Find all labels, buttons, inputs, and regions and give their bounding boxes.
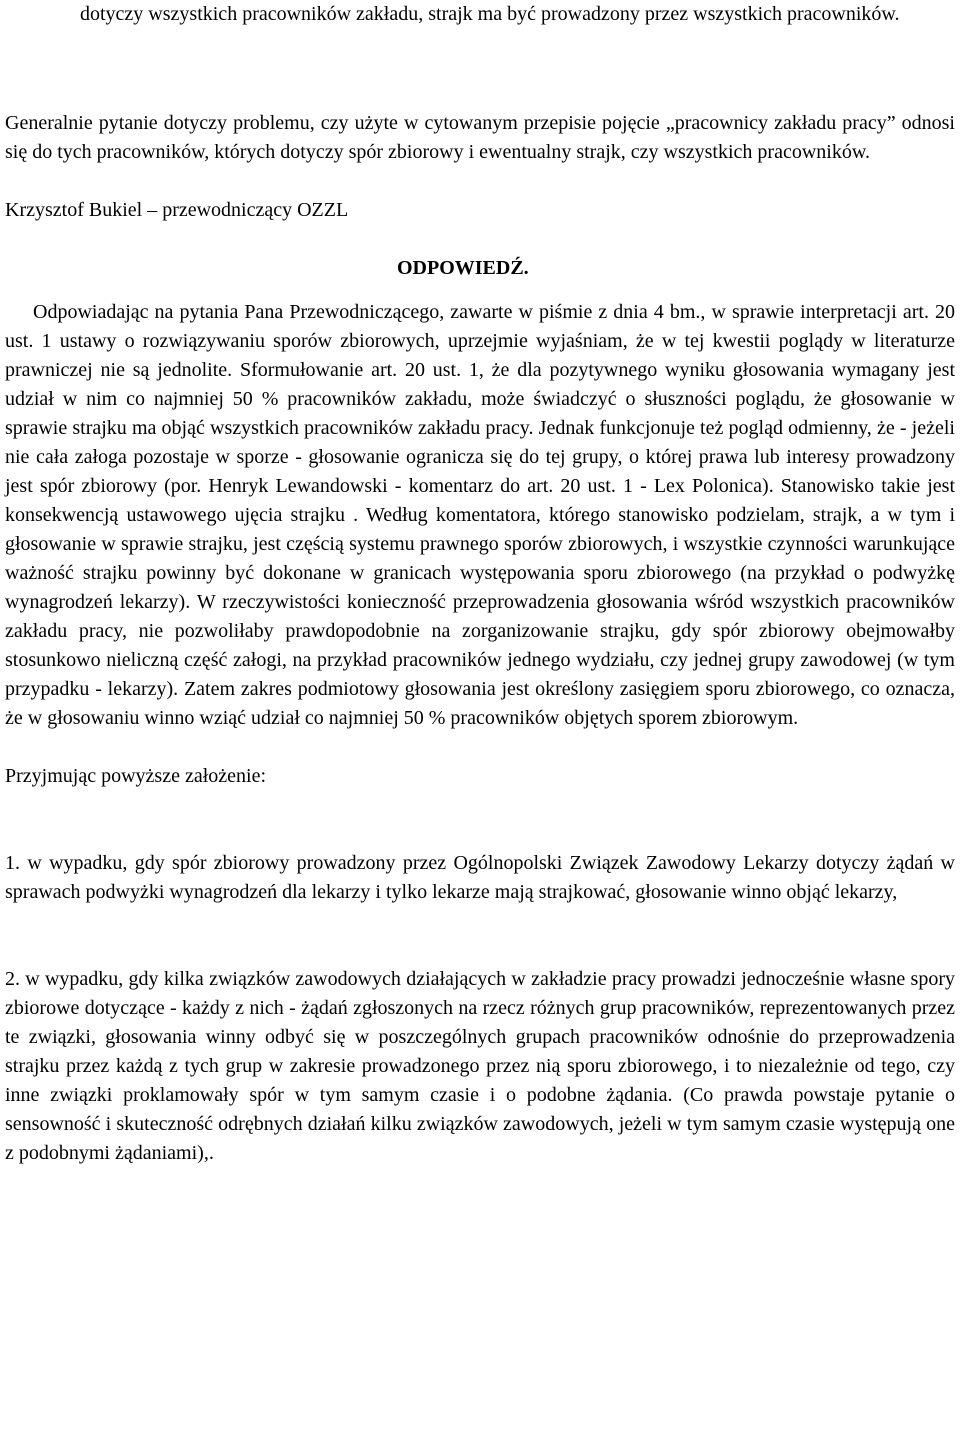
section-heading: ODPOWIEDŹ.	[397, 257, 529, 279]
spacer	[5, 167, 955, 196]
question-paragraph: Generalnie pytanie dotyczy problemu, czy użyte w cytowanym przepisie pojęcie „pracownicy zakładu pracy” odnosi się do tych pracowników, których dotyczy spór zbiorowy i ewentualny strajk, czy wszystkich pracowników.	[5, 112, 955, 163]
answer-paragraph: Odpowiadając na pytania Pana Przewodniczącego, zawarte w piśmie z dnia 4 bm., w sprawie interpretacji art. 20 ust. 1 ustawy o rozwiązywaniu sporów zbiorowych, uprzejmie wyjaśniam, że w tej kwestii poglądy w literaturze prawniczej nie są jednolite. Sformułowanie art. 20 ust. 1, że dla pozytywnego wyniku głosowania wymagany jest udział w nim co najmniej 50 % pracowników zakładu, może świadczyć o słuszności poglądu, że głosowanie w sprawie strajku ma objąć wszystkich pracowników zakładu pracy. Jednak funkcjonuje też pogląd odmienny, że - jeżeli nie cała załoga pozostaje w sporze - głosowanie ogranicza się do tej grupy, o której prawa lub interesy prowadzony jest spór zbiorowy (por. Henryk Lewandowski - komentarz do art. 20 ust. 1 - Lex Polonica). Stanowisko takie jest konsekwencją ustawowego ujęcia strajku . Według komentatora, którego stanowisko podzielam, strajk, a w tym i głosowanie w sprawie strajku, jest częścią systemu prawnego sporów zbiorowych, i wszystkie czynności warunkujące ważność strajku powinny być dokonane w granicach występowania sporu zbiorowego (na przykład o podwyżkę wynagrodzeń lekarzy). W rzeczywistości konieczność przeprowadzenia głosowania wśród wszystkich pracowników zakładu pracy, nie pozwoliłaby prawdopodobnie na zorganizowanie strajku, gdy spór zbiorowy obejmowałby stosunkowo nieliczną część załogi, na przykład pracowników jednego wydziału, czy jednej grupy zawodowej (w tym przypadku - lekarzy). Zatem zakres podmiotowy głosowania jest określony zasięgiem sporu zbiorowego, co oznacza, że w głosowaniu winno wziąć udział co najmniej 50 % pracowników objętych sporem zbiorowym.	[5, 301, 955, 729]
spacer	[5, 791, 955, 849]
spacer	[5, 29, 955, 109]
assumption-line: Przyjmując powyższe założenie:	[5, 765, 266, 787]
spacer	[5, 225, 955, 254]
signature-line: Krzysztof Bukiel – przewodniczący OZZL	[5, 199, 349, 221]
intro-paragraph: dotyczy wszystkich pracowników zakładu, strajk ma być prowadzony przez wszystkich pracowników.	[80, 3, 900, 25]
spacer	[5, 283, 955, 298]
point-1-paragraph: 1. w wypadku, gdy spór zbiorowy prowadzony przez Ogólnopolski Związek Zawodowy Lekarzy dotyczy żądań w sprawach podwyżki wynagrodzeń dla lekarzy i tylko lekarze mają strajkować, głosowanie winno objąć lekarzy,	[5, 852, 955, 903]
document-page	[5, 0, 955, 1168]
spacer	[5, 907, 955, 965]
point-2-paragraph: 2. w wypadku, gdy kilka związków zawodowych działających w zakładzie pracy prowadzi jednocześnie własne spory zbiorowe dotyczące - każdy z nich - żądań zgłoszonych na rzecz różnych grup pracowników, reprezentowanych przez te związki, głosowania winny odbyć się w poszczególnych grupach pracowników odnośnie do przeprowadzenia strajku przez każdą z tych grup w zakresie prowadzonego przez nią sporu zbiorowego, i to niezależnie od tego, czy inne związki proklamowały spór w tym samym czasie i o podobne żądania. (Co prawda powstaje pytanie o sensowność i skuteczność odrębnych działań kilku związków zawodowych, jeżeli w tym samym czasie występują one z podobnymi żądaniami),.	[5, 968, 955, 1164]
spacer	[5, 733, 955, 762]
